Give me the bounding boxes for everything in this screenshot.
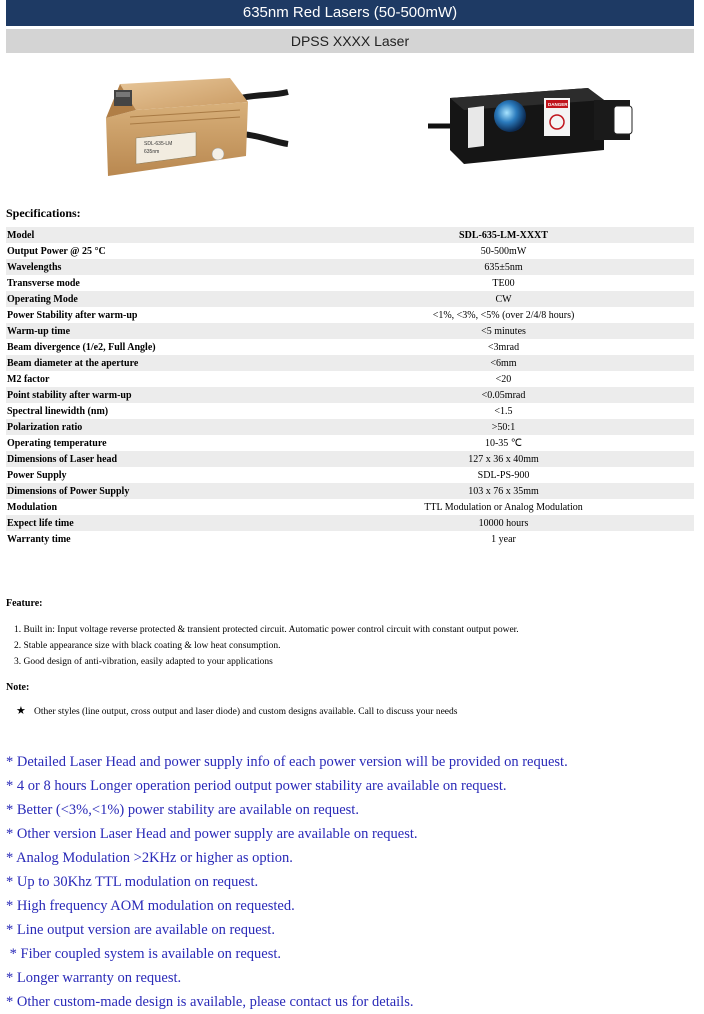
list-item: 2. Stable appearance size with black coating & low heat consumption. bbox=[14, 641, 281, 651]
spec-value: 127 x 36 x 40mm bbox=[312, 451, 694, 467]
table-row bbox=[6, 259, 694, 275]
list-item: * Up to 30Khz TTL modulation on request. bbox=[6, 874, 259, 890]
table-row bbox=[6, 275, 694, 291]
spec-key: Dimensions of Power Supply bbox=[6, 483, 312, 499]
spec-value: >50:1 bbox=[312, 419, 694, 435]
table-row bbox=[6, 483, 694, 499]
list-item: * Longer warranty on request. bbox=[6, 970, 182, 986]
table-row bbox=[6, 323, 694, 339]
list-item: * Better (<3%,<1%) power stability are available on request. bbox=[6, 802, 359, 818]
feature-heading: Feature: bbox=[6, 598, 43, 609]
spec-key: Warm-up time bbox=[6, 323, 312, 339]
spec-value: <20 bbox=[495, 373, 512, 385]
note-text: Other styles (line output, cross output and laser diode) and custom designs available. Call to discuss your needs bbox=[34, 707, 458, 717]
spec-key: Output Power @ 25 °C bbox=[7, 245, 106, 257]
list-item: * Analog Modulation >2KHz or higher as option. bbox=[6, 850, 293, 866]
laser-head-black-image bbox=[428, 84, 634, 166]
spec-value: 103 x 76 x 35mm bbox=[312, 483, 694, 499]
spec-value: <1%, <3%, <5% (over 2/4/8 hours) bbox=[432, 309, 575, 321]
spec-value: <3mrad bbox=[487, 341, 520, 353]
spec-key: Spectral linewidth (nm) bbox=[7, 405, 109, 417]
list-item: 1. Built in: Input voltage reverse protected & transient protected circuit. Automatic power control circuit with constant output power. bbox=[14, 625, 519, 635]
spec-key: M2 factor bbox=[7, 373, 50, 385]
list-item: * High frequency AOM modulation on requested. bbox=[6, 898, 295, 914]
spec-key: Operating temperature bbox=[7, 437, 107, 449]
table-row bbox=[6, 227, 694, 243]
extras-list bbox=[6, 750, 568, 1014]
table-row bbox=[6, 499, 694, 515]
spec-key: Wavelengths bbox=[6, 259, 312, 275]
spec-value: CW bbox=[312, 291, 694, 307]
table-row bbox=[6, 243, 694, 259]
table-row bbox=[6, 339, 694, 355]
spec-key: Power Supply bbox=[7, 469, 67, 481]
spec-value: TTL Modulation or Analog Modulation bbox=[424, 501, 583, 513]
spec-value: SDL-PS-900 bbox=[477, 469, 530, 481]
spec-value: SDL-635-LM-XXXT bbox=[312, 227, 694, 243]
spec-key: Expect life time bbox=[6, 515, 312, 531]
danger-label-text: DANGER bbox=[548, 102, 568, 107]
spec-value: <1.5 bbox=[494, 405, 513, 417]
spec-key: Model bbox=[6, 227, 312, 243]
table-row bbox=[6, 451, 694, 467]
table-row bbox=[6, 403, 694, 419]
spec-key: Warranty time bbox=[7, 533, 71, 545]
spec-key: Modulation bbox=[7, 501, 58, 513]
table-row bbox=[6, 371, 694, 387]
specifications-table bbox=[6, 227, 694, 547]
star-icon: ★ bbox=[16, 705, 26, 717]
spec-value: 50-500mW bbox=[480, 245, 527, 257]
spec-value: 10-35 ℃ bbox=[484, 437, 523, 449]
product-subtitle: DPSS XXXX Laser bbox=[6, 29, 694, 53]
spec-key: Beam divergence (1/e2, Full Angle) bbox=[7, 341, 156, 353]
spec-key: Point stability after warm-up bbox=[6, 387, 312, 403]
laser-head-gold-box-image bbox=[100, 72, 290, 184]
specifications-heading: Specifications: bbox=[6, 206, 81, 220]
spec-value: 1 year bbox=[491, 533, 516, 545]
table-row bbox=[6, 435, 694, 451]
spec-key: Beam diameter at the aperture bbox=[6, 355, 312, 371]
table-row bbox=[6, 515, 694, 531]
note-item bbox=[16, 704, 457, 719]
list-item: * 4 or 8 hours Longer operation period output power stability are available on request. bbox=[6, 778, 507, 794]
table-row bbox=[6, 387, 694, 403]
spec-value: 635±5nm bbox=[312, 259, 694, 275]
table-row bbox=[6, 307, 694, 323]
spec-value: <0.05mrad bbox=[312, 387, 694, 403]
table-row bbox=[6, 531, 694, 547]
table-row bbox=[6, 355, 694, 371]
gold-box-label-line-1: SDL-635-LM bbox=[144, 141, 173, 147]
list-item: * Detailed Laser Head and power supply info of each power version will be provided on request. bbox=[6, 754, 568, 770]
feature-list bbox=[14, 622, 519, 670]
list-item: * Other version Laser Head and power supply are available on request. bbox=[6, 826, 418, 842]
spec-key: Dimensions of Laser head bbox=[6, 451, 312, 467]
list-item: * Other custom-made design is available, please contact us for details. bbox=[6, 994, 414, 1010]
spec-key: Polarization ratio bbox=[6, 419, 312, 435]
spec-value: 10000 hours bbox=[312, 515, 694, 531]
spec-value: <6mm bbox=[312, 355, 694, 371]
table-row bbox=[6, 419, 694, 435]
list-item: * Line output version are available on request. bbox=[6, 922, 275, 938]
spec-key: Operating Mode bbox=[6, 291, 312, 307]
spec-key: Power Stability after warm-up bbox=[7, 309, 138, 321]
table-row bbox=[6, 467, 694, 483]
list-item: * Fiber coupled system is available on request. bbox=[6, 946, 282, 962]
note-heading: Note: bbox=[6, 682, 30, 693]
spec-value: TE00 bbox=[492, 277, 515, 289]
spec-key: Transverse mode bbox=[7, 277, 80, 289]
page-title: 635nm Red Lasers (50-500mW) bbox=[6, 0, 694, 26]
gold-box-label-line-2: 635nm bbox=[144, 149, 160, 155]
spec-value: <5 minutes bbox=[312, 323, 694, 339]
list-item: 3. Good design of anti-vibration, easily adapted to your applications bbox=[14, 657, 273, 667]
table-row bbox=[6, 291, 694, 307]
